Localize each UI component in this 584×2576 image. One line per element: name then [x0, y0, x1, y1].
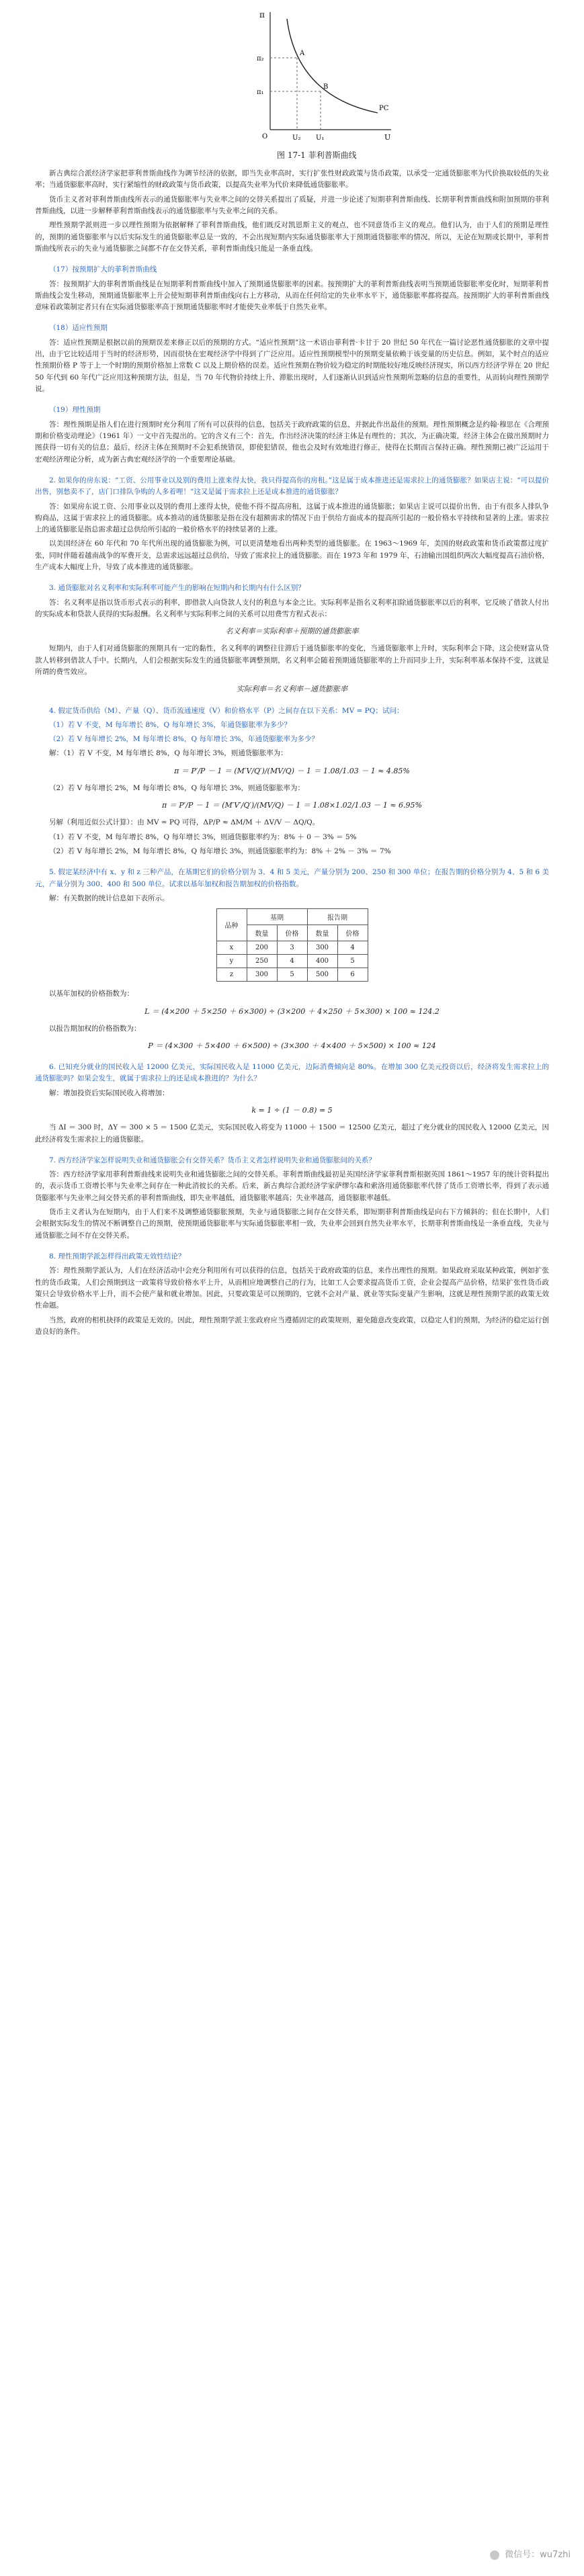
answer-text: 答：理性预期学派认为，人们在经济活动中会充分利用所有可以获得的信息，包括关于政府政策的信息，来作出理性的预期。如果政府采取某种政策，例如扩张性的货币政策，人们会预期到这一政策将导致价格水平上升，从而相应地调整自己的行为，比如工人会要求提高货币工资，企业会提高产品价格，结果扩张性货币政策只会导致价格水平上升，而不会使产量和就业增加。因此，只要政策是可以预期的，它就不会对产量、就业等实际变量产生影响，这就是理性预期学派的政策无效性命题。 [35, 1266, 549, 1310]
section-text: 答：适应性预期是根据以前的预期误差来修正以后的预期的方式。“适应性预期”这一术语由菲利普·卡甘于 20 世纪 50 年代在一篇讨论恶性通货膨胀的文章中提出，由于它比较适用于当时的经济形势，因而很快在宏观经济学中得到了广泛应用。适应性预期模型中的预期变量依赖于该变量的历史信息。例如，某个时点的适应性预期价格 P 等于上一个时期的预期价格加上常数 C 以及上期价格的误差。适应性预期在物价较为稳定的时期能较好地反映经济现实，所以西方经济学界在 20 世纪 50 年代到 60 年代广泛应用这种预期方法，但是，当 70 年代物价持续上升、滞胀出现时，人们逐渐认识到适应性预期所忽略的信息的重要性，从而转向理性预期学说。 [35, 338, 549, 393]
section-19 [35, 404, 549, 466]
pi2-label: π₂ [257, 55, 264, 62]
table-cell: 6 [337, 968, 368, 982]
section-title: （19）理性预期 [49, 406, 101, 415]
table-cell: 400 [307, 955, 337, 968]
table-cell: 5 [337, 955, 368, 968]
table-cell: 4 [277, 955, 307, 968]
answer-text: 当 ΔI ＝ 300 时，ΔY ＝ 300 × 5 ＝ 1500 亿美元，实际国民收入将变为 11000 ＋ 1500 ＝ 12500 亿美元，超过了充分就业的国民收入 12000 亿美元，因此经济将发生需求拉上的通货膨胀。 [35, 1123, 549, 1144]
u-axis-label: U [384, 133, 391, 142]
section-18 [35, 323, 549, 395]
section-17 [35, 264, 549, 313]
question-text: 3. 通货膨胀对名义利率和实际利率可能产生的影响在短期内和长期内有什么区别？ [49, 584, 305, 593]
table-group-header: 基期 [247, 909, 307, 925]
table-cell: 5 [277, 968, 307, 982]
table-header: 品种 [216, 909, 247, 941]
answer-text: （2）若 V 每年增长 2%，M 每年增长 8%，Q 每年增长 3%，则通货膨胀率约为：8% ＋ 2% － 3% ＝ 7% [49, 847, 391, 855]
table-row [216, 941, 368, 955]
answer-text: 货币主义者认为在短期内，由于人们来不及调整通货膨胀预期，失业与通货膨胀之间存在交替关系，即短期菲利普斯曲线是向右下方倾斜的；但在长期中，人们会根据实际发生的情况不断调整自己的预期，使预期通货膨胀率与实际通货膨胀率相一致，失业率会回到自然失业率水平，长期菲利普斯曲线是一条垂直线，失业与通货膨胀之间不存在交替关系。 [35, 1208, 549, 1240]
phillips-curve-chart [250, 5, 398, 146]
table-cell: 300 [307, 941, 337, 955]
real-rate-formula: 实际利率＝名义利率－通货膨胀率 [237, 685, 347, 694]
table-cell: 3 [277, 941, 307, 955]
answer-text: 以基年加权的价格指数为： [49, 990, 134, 998]
point-a-label: A [300, 50, 305, 57]
table-row [216, 968, 368, 982]
fisher-formula: 名义利率＝实际利率＋预期的通货膨胀率 [225, 627, 359, 636]
pi1-label: π₁ [257, 89, 264, 96]
table-cell: 500 [307, 968, 337, 982]
table-cell: y [216, 955, 247, 968]
u1-label: U₁ [316, 134, 325, 142]
sub-question: （2）若 V 每年增长 2%，M 每年增长 8%，Q 每年增长 3%，年通货膨胀率为多少？ [49, 735, 319, 744]
table-group-header: 报告期 [307, 909, 368, 925]
document-page [35, 0, 549, 1347]
phillips-curve-figure [35, 0, 549, 168]
answer-text: 答：如果房东说工资、公用事业以及别的费用上涨得太快，使他不得不提高房租，这属于成本推进的通货膨胀；如果店主说可以提价出售，由于有很多人排队争购商品，这属于需求拉上的通货膨胀。成本推动的通货膨胀是指在没有超额需求的情况下由于供给方面成本的提高所引起的一般价格水平持续和显著的上涨。需求拉上的通货膨胀是指总需求超过总供给所引起的一般价格水平的持续显著的上涨。 [35, 502, 549, 534]
sub-question: （1）若 V 不变，M 每年增长 8%，Q 每年增长 3%，年通货膨胀率为多少？ [49, 720, 291, 729]
question-text: 6. 已知充分就业的国民收入是 12000 亿美元，实际国民收入是 11000 亿美元，边际消费倾向是 80%。在增加 300 亿美元投资以后，经济将发生需求拉上的通货膨胀吗？如果会发生，就属于需求拉上的还是成本推进的？为什么？ [35, 1063, 549, 1083]
table-cell: 200 [247, 941, 277, 955]
question-8 [35, 1251, 549, 1338]
section-title: （17）按预期扩大的菲利普斯曲线 [49, 265, 157, 274]
question-7 [35, 1155, 549, 1242]
table-cell: 250 [247, 955, 277, 968]
answer-text: （1）若 V 不变，M 每年增长 8%，Q 每年增长 3%，则通货膨胀率约为：8% ＋ 0 － 3% ＝ 5% [49, 832, 357, 841]
paasche-formula: P ＝ (4×300 ＋ 5×400 ＋ 6×500) ÷ (3×300 ＋ 4×400 ＋ 5×500) × 100 ≈ 124 [148, 1041, 436, 1051]
answer-text: （2）若 V 每年增长 2%，M 每年增长 8%，Q 每年增长 3%，则通货膨胀率为： [49, 783, 304, 792]
intro-paragraph: 货币主义者对菲利普斯曲线所表示的通货膨胀率与失业率之间的交替关系提出了质疑，并进一步论述了短期菲利普斯曲线、长期菲利普斯曲线和附加预期的菲利普斯曲线，以进一步解释菲利普斯曲线表示的通货膨胀率与失业率之间的关系。 [35, 195, 549, 215]
intro-paragraph: 理性预期学派则进一步以理性预期为依据解释了菲利普斯曲线，他们既反对凯恩斯主义的观点，也不同意货币主义的观点。他们认为，由于人们的预期是理性的，预期的通货膨胀率与以后实际发生的通货膨胀率总是一致的，不会出现短期内实际通货膨胀率大于预期通货膨胀率的情况，所以，无论在短期或长期中，菲利普斯曲线所表示的失业与通货膨胀之间都不存在交替关系，菲利普斯曲线只能是一条垂直线。 [35, 221, 549, 253]
question-text: 7. 西方经济学家怎样说明失业和通货膨胀会有交替关系？货币主义者怎样说明失业和通货膨胀间的关系？ [49, 1156, 376, 1164]
answer-text: 解：有关数据的统计信息如下表所示。 [49, 894, 169, 902]
answer-text: 另解（利用近似公式计算）：由 MV = PQ 可得，ΔP/P ≈ ΔM/M ＋ ΔV/V － ΔQ/Q。 [49, 818, 320, 827]
table-header: 数量 [307, 925, 337, 941]
answer-text: 当然，政府的相机抉择的政策是无效的。因此，理性预期学派主张政府应当遵循固定的政策规则，避免随意改变政策，以稳定人们的预期，为经济的稳定运行创造良好的条件。 [35, 1316, 549, 1336]
table-cell: z [216, 968, 247, 982]
answer-text: 解：（1）若 V 不变，M 每年增长 8%，Q 每年增长 3%，则通货膨胀率为： [49, 749, 288, 758]
inflation-formula-2: π ＝ P′/P － 1 ＝ (M′V′/Q′)/(MV/Q) － 1 ＝ 1.08×1.02/1.03 － 1 ≈ 6.95% [162, 801, 422, 810]
pi-axis-label: π [259, 10, 265, 19]
answer-text: 解：增加投资后实际国民收入将增加： [49, 1088, 169, 1097]
section-text: 答：理性预期是指人们在进行预期时充分利用了所有可以获得的信息，包括关于政府政策的信息，并据此作出最佳的预期。理性预期概念是约翰·穆思在《合理预期和价格变动理论》（1961 年）一文中首先提出的。它的含义有三个：首先，作出经济决策的经济主体是有理性的；其次，为正确决策，经济主体会在做出预期时力图获得一切有关的信息；最后，经济主体在预期时不会犯系统错误，即使犯错误，他也会及时有效地进行修正，使得在长期而言保持正确。理性预期已被广泛运用于宏观经济理论分析，成为新古典宏观经济学的一个重要理论基础。 [35, 420, 549, 464]
inflation-formula-1: π ＝ P′/P － 1 ＝ (M′V/Q′)/(MV/Q) － 1 ＝ 1.08/1.03 － 1 ≈ 4.85% [174, 766, 410, 775]
point-b-label: B [323, 83, 329, 91]
question-text: 2. 如果你的房东说：“工资、公用事业以及别的费用上涨来得太快，我只得提高你的房租。”这是属于成本推进还是需求拉上的通货膨胀？如果店主说：“可以提价出售，别愁卖不了，店门口排队争购的人多着哩！”这又是属于需求拉上还是成本推进的通货膨胀？ [35, 476, 549, 497]
multiplier-formula: k = 1 ÷ (1 － 0.8) = 5 [251, 1106, 333, 1115]
table-header: 价格 [337, 925, 368, 941]
laspeyres-formula: L ＝ (4×200 ＋ 5×250 ＋ 6×300) ÷ (3×200 ＋ 4×250 ＋ 5×300) × 100 ≈ 124.2 [144, 1006, 440, 1016]
section-title: （18）适应性预期 [49, 324, 108, 333]
pc-curve [287, 19, 378, 113]
watermark-text: 微信号：wu7zhi [505, 2550, 571, 2560]
question-text: 5. 假定某经济中有 x、y 和 z 三种产品，在基期它们的价格分别为 3、4 和 5 美元，产量分别为 200、250 和 300 单位；在报告期的价格分别为 4、5 和 6 美元，产量分别为 300、400 和 500 单位。试求以基年加权和报告期加权的价格指数。 [35, 868, 549, 888]
table-header: 价格 [277, 925, 307, 941]
table-row [216, 955, 368, 968]
section-text: 答：按预期扩大的菲利普斯曲线是在短期菲利普斯曲线中加入了预期通货膨胀率的因素。按预期扩大的菲利普斯曲线表明当预期通货膨胀率变化时，短期菲利普斯曲线会发生移动，预期通货膨胀率上升会使短期菲利普斯曲线向右上方移动，从而在任何给定的失业率水平下，通货膨胀率都将提高。按预期扩大的菲利普斯曲线意味着政策制定者只有在实际通货膨胀率高于预期通货膨胀率时才能使失业率低于自然失业率。 [35, 280, 549, 312]
question-3 [35, 583, 549, 695]
table-cell: x [216, 941, 247, 955]
question-text: 8. 理性预期学派怎样得出政策无效性结论？ [49, 1252, 185, 1261]
price-data-table [216, 908, 368, 982]
table-header: 数量 [247, 925, 277, 941]
origin-label: O [262, 133, 268, 140]
question-6 [35, 1062, 549, 1146]
intro-block [35, 168, 549, 255]
question-4 [35, 705, 549, 858]
answer-text: 以报告期加权的价格指数为： [49, 1024, 141, 1033]
answer-text: 答：西方经济学家用菲利普斯曲线来说明失业和通货膨胀之间的交替关系。菲利普斯曲线最初是英国经济学家菲利普斯根据英国 1861～1957 年的统计资料提出的，表示货币工资增长率与失业率之间存在一种此消彼长的关系。后来，新古典综合派经济学家萨缪尔森和索洛用通货膨胀率代替了货币工资增长率，得到了表示通货膨胀率与失业率之间交替关系的菲利普斯曲线，即失业率越低，通货膨胀率越高；失业率越高，通货膨胀率越低。 [35, 1170, 549, 1202]
figure-caption: 图 17-1 菲利普斯曲线 [277, 151, 357, 160]
pc-label: PC [379, 105, 389, 112]
table-cell: 4 [337, 941, 368, 955]
intro-paragraph: 新古典综合派经济学家把菲利普斯曲线作为调节经济的依据，即当失业率高时，实行扩张性财政政策与货币政策，以承受一定通货膨胀率为代价换取较低的失业率；当通货膨胀率高时，实行紧缩性的财政政策与货币政策，以提高失业率为代价来降低通货膨胀率。 [35, 169, 549, 189]
answer-text: 短期内，由于人们对通货膨胀的预期具有一定的黏性，名义利率的调整往往滞后于通货膨胀率的变化，当通货膨胀率上升时，实际利率会下降，这会使财富从贷款人转移到借款人手中。长期内，人们会根据实际发生的通货膨胀率调整预期，名义利率会随着预期通货膨胀率的上升而同步上升，实际利率基本保持不变，这就是所谓的费雪效应。 [35, 644, 549, 677]
question-5 [35, 867, 549, 1052]
answer-text: 答：名义利率是指以货币形式表示的利率，即借款人向贷款人支付的利息与本金之比。实际利率是指名义利率扣除通货膨胀率以后的利率，它反映了借款人付出的实际成本和贷款人获得的实际报酬。名义利率与实际利率之间的关系可以用费雪方程式表示： [35, 598, 549, 618]
watermark [490, 2547, 571, 2560]
question-text: 4. 假定货币供给（M）、产量（Q）、货币流通速度（V）和价格水平（P）之间存在以下关系：MV = PQ；试问： [49, 706, 404, 715]
u2-label: U₂ [292, 134, 301, 142]
answer-text: 以美国经济在 60 年代和 70 年代所出现的通货膨胀为例，可以更清楚地看出两种类型的通货膨胀。在 1963～1969 年，美国的财政政策和货币政策都过度扩张，同时伴随着越南战争的军费开支，总需求远远超过总供给，导致了需求拉上的通货膨胀。而在 1973 年和 1979 年，石油输出国组织两次大幅度提高石油价格，生产成本大幅度上升，导致了成本推进的通货膨胀。 [35, 540, 549, 572]
question-2 [35, 475, 549, 574]
wechat-icon [490, 2550, 499, 2560]
table-cell: 300 [247, 968, 277, 982]
